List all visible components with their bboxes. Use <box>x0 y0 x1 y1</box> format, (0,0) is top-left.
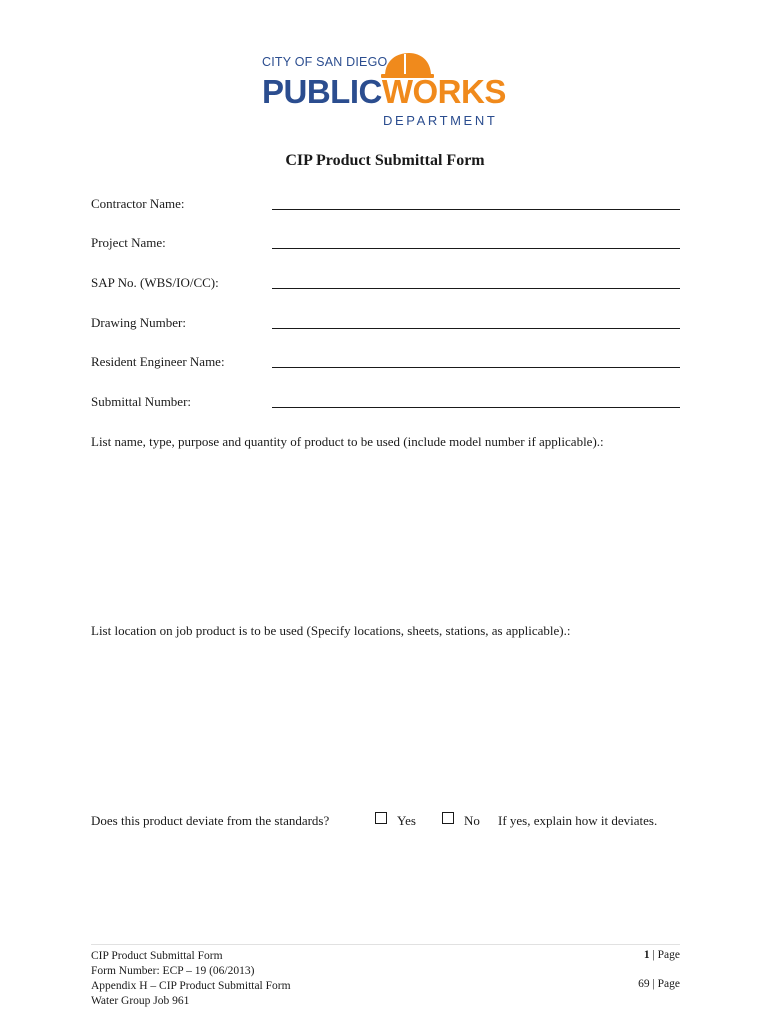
logo-city-text: CITY OF SAN DIEGO <box>262 55 388 69</box>
logo-department-text: DEPARTMENT <box>383 113 498 128</box>
project-name-line[interactable] <box>272 248 680 249</box>
footer-page-number <box>644 949 680 961</box>
public-works-logo <box>262 50 512 132</box>
submittal-number-label: Submittal Number: <box>91 394 192 409</box>
drawing-number-line[interactable] <box>272 328 680 329</box>
submittal-number-line[interactable] <box>272 407 680 408</box>
product-list-prompt: List name, type, purpose and quantity of product to be used (include model number if applicable).: <box>91 434 604 449</box>
drawing-number-label: Drawing Number: <box>91 315 186 330</box>
footer-form-name: CIP Product Submittal Form <box>91 950 223 962</box>
resident-engineer-line[interactable] <box>272 367 680 368</box>
form-title: CIP Product Submittal Form <box>285 152 485 169</box>
logo-works-text: WORKS <box>381 73 506 110</box>
footer-appendix: Appendix H – CIP Product Submittal Form <box>91 980 291 992</box>
footer-left <box>91 949 291 1009</box>
no-label: No <box>464 813 480 828</box>
no-checkbox[interactable] <box>442 812 454 824</box>
logo-public-text: PUBLIC <box>262 73 382 110</box>
contractor-name-label: Contractor Name: <box>91 196 185 211</box>
contractor-name-line[interactable] <box>272 209 680 210</box>
footer-total-page: 69 | Page <box>638 978 680 990</box>
yes-checkbox[interactable] <box>375 812 387 824</box>
footer-job: Water Group Job 961 <box>91 995 190 1007</box>
deviation-question: Does this product deviate from the standards? <box>91 813 330 828</box>
project-name-label: Project Name: <box>91 235 166 250</box>
resident-engineer-label: Resident Engineer Name: <box>91 354 225 369</box>
yes-label: Yes <box>397 813 416 828</box>
sap-no-label: SAP No. (WBS/IO/CC): <box>91 275 219 290</box>
footer-divider <box>91 944 680 945</box>
page-number-suffix: | Page <box>649 949 680 961</box>
deviation-explain-text: If yes, explain how it deviates. <box>498 813 658 828</box>
location-prompt: List location on job product is to be used (Specify locations, sheets, stations, as applicable).: <box>91 623 571 638</box>
logo-wordmark <box>262 72 506 112</box>
sap-no-line[interactable] <box>272 288 680 289</box>
page-number-value: 1 <box>643 949 650 961</box>
footer-form-number: Form Number: ECP – 19 (06/2013) <box>91 965 255 977</box>
